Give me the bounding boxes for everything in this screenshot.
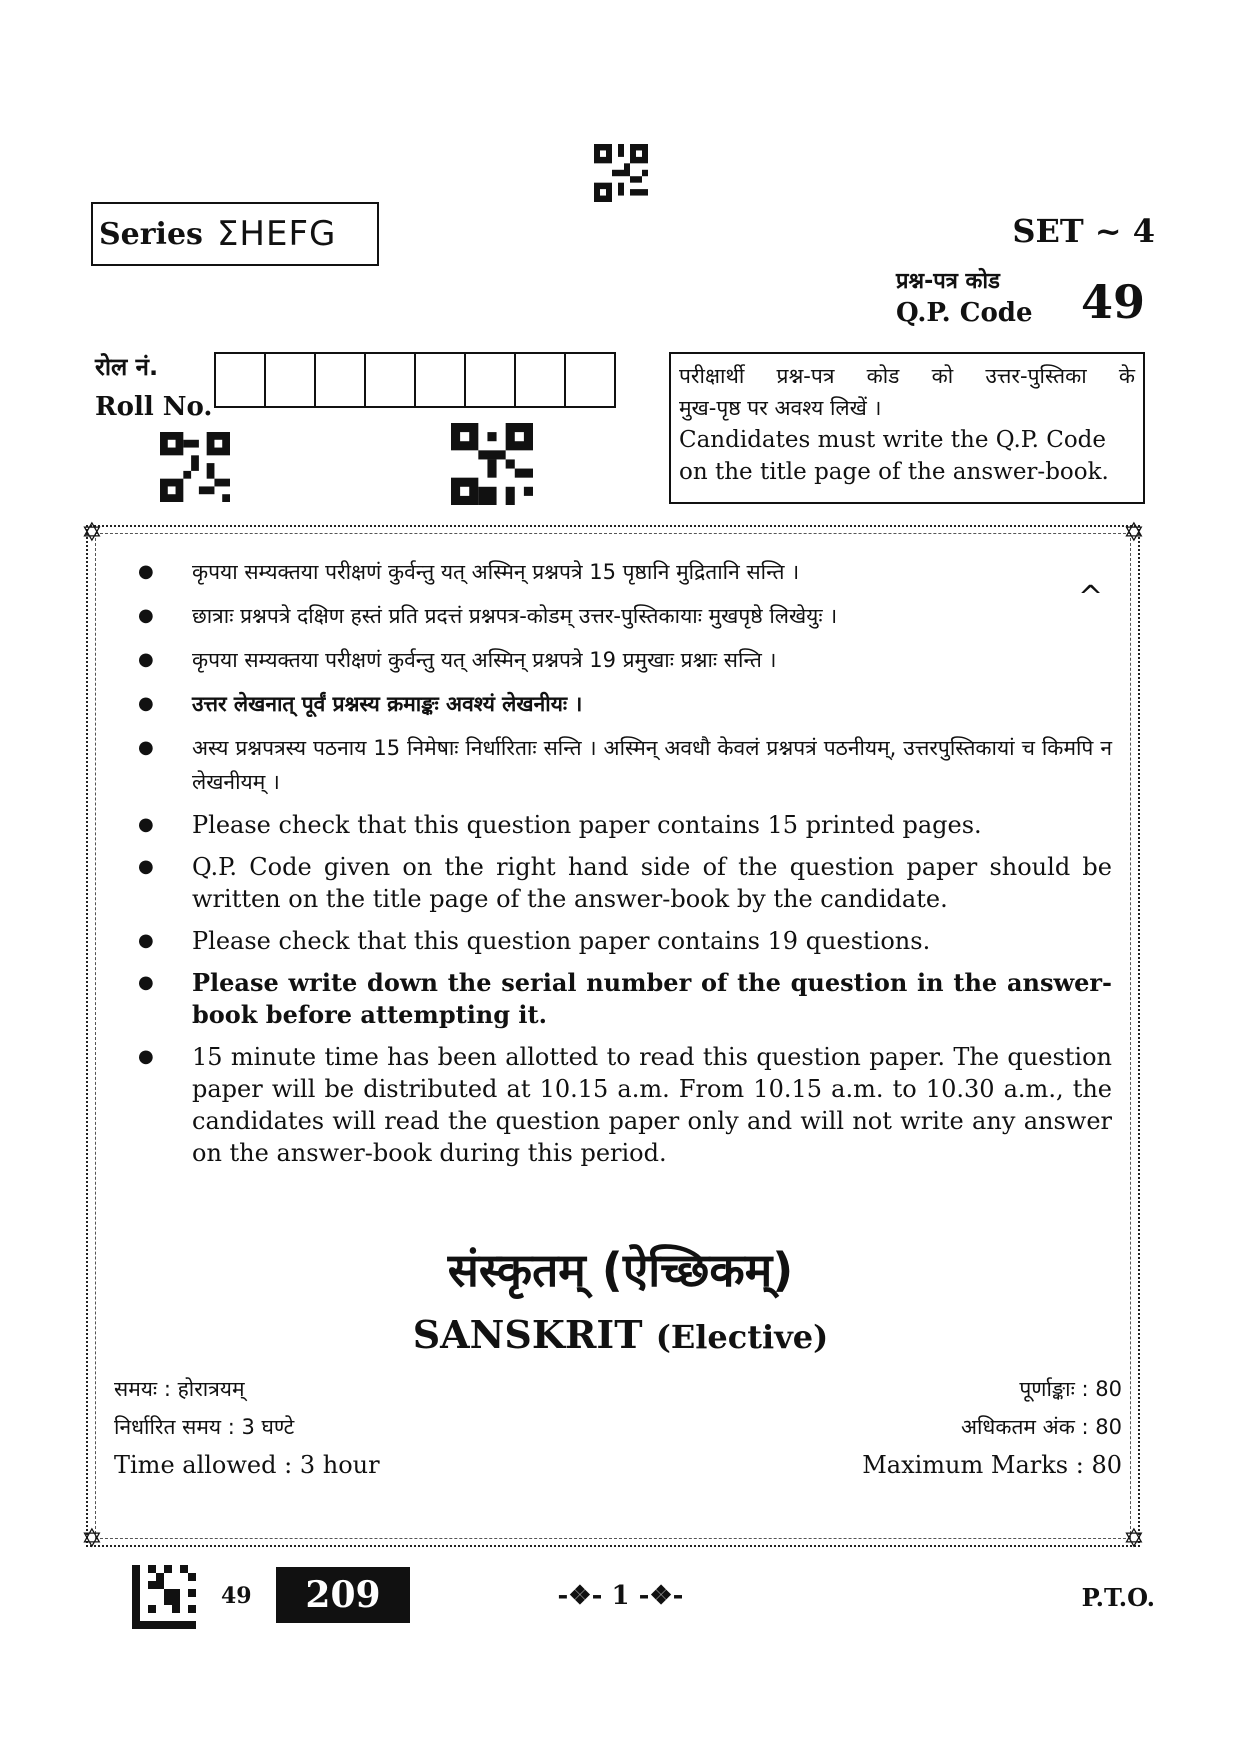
qp-code-notice-box xyxy=(669,352,1145,504)
marks-info xyxy=(862,1370,1122,1484)
instruction-item: ● Please check that this question paper contains 19 questions. xyxy=(132,925,1112,957)
instruction-item: ● 15 minute time has been allotted to read this question paper. The question paper will be distributed at 10.15 a.m. From 10.15 a.m. to 10.30 a.m., the candidates will read the question paper only and will not write any answer on the answer-book during this period. xyxy=(132,1041,1112,1169)
subject-title xyxy=(0,1312,1241,1357)
instruction-item: ● कृपया सम्यक्तया परीक्षणं कुर्वन्तु यत् अस्मिन् प्रश्नपत्रे 15 पृष्ठानि मुद्रितानि सन्ति । xyxy=(132,555,1112,589)
roll-box[interactable] xyxy=(564,352,616,408)
marks-hindi-2: अधिकतम अंक : 80 xyxy=(960,1415,1122,1439)
qp-code-value: 49 xyxy=(1081,275,1146,329)
notice-hindi-line-2: मुख-पृष्ठ पर अवश्य लिखें । xyxy=(679,396,882,420)
instruction-item: ● Please write down the serial number of the question in the answer-book before attempting it. xyxy=(132,967,1112,1031)
instruction-item: ● छात्राः प्रश्नपत्रे दक्षिण हस्तं प्रति प्रदत्तं प्रश्नपत्र-कोडम् उत्तर-पुस्तिकायाः मुखपृष्ठे लिखेयुः । xyxy=(132,599,1112,633)
subject-title-subtitle: (Elective) xyxy=(655,1318,829,1356)
roll-box[interactable] xyxy=(514,352,566,408)
caret-mark: ^ xyxy=(1078,580,1104,615)
star-ornament-icon: ✡ xyxy=(81,518,103,548)
page-number: -❖- 1 -❖- xyxy=(557,1581,684,1611)
paper-code-badge: 209 xyxy=(276,1567,410,1623)
notice-hindi-line-1: परीक्षार्थी प्रश्न-पत्र कोड को उत्तर-पुस्तिका के xyxy=(679,364,1135,388)
qp-code-label: Q.P. Code xyxy=(896,298,1033,328)
star-ornament-icon: ✡ xyxy=(81,1524,103,1554)
instruction-item: ● Q.P. Code given on the right hand side of the question paper should be written on the title page of the answer-book by the candidate. xyxy=(132,851,1112,915)
roll-box[interactable] xyxy=(464,352,516,408)
qr-code-left xyxy=(160,432,230,502)
roll-box[interactable] xyxy=(314,352,366,408)
series-box xyxy=(91,202,379,266)
roll-box[interactable] xyxy=(214,352,266,408)
time-hindi: समयः : होरात्रयम् xyxy=(114,1377,245,1401)
qr-code-center xyxy=(451,423,533,505)
subject-title-hindi: संस्कृतम् (ऐच्छिकम्) xyxy=(447,1243,794,1297)
qr-code-top xyxy=(594,144,648,202)
maximum-marks: Maximum Marks : 80 xyxy=(862,1451,1122,1479)
instruction-item: ● अस्य प्रश्नपत्रस्य पठनाय 15 निमेषाः निर्धारिताः सन्ति । अस्मिन् अवधौ केवलं प्रश्नपत्रं पठनीयम्, उत्तरपुस्तिकायां च किमपि न लेखनीयम् । xyxy=(132,731,1112,799)
marks-hindi: पूर्णाङ्काः : 80 xyxy=(1019,1377,1122,1401)
instructions-list xyxy=(132,555,1112,1179)
instruction-item: ● Please check that this question paper contains 15 printed pages. xyxy=(132,809,1112,841)
subject-title-english: SANSKRIT xyxy=(412,1312,643,1357)
star-ornament-icon: ✡ xyxy=(1123,518,1145,548)
roll-label: Roll No. xyxy=(95,392,213,422)
qp-code-label-hindi: प्रश्न-पत्र कोड xyxy=(896,269,1000,294)
series-code: ΣHEFG xyxy=(216,214,337,254)
roll-label-hindi: रोल नं. xyxy=(95,353,159,381)
time-allowed: Time allowed : 3 hour xyxy=(114,1451,380,1479)
roll-number-boxes[interactable] xyxy=(216,352,616,408)
roll-box[interactable] xyxy=(364,352,416,408)
footer-code: 49 xyxy=(221,1583,252,1609)
set-label: SET ~ 4 xyxy=(1012,212,1155,250)
notice-english-line-1: Candidates must write the Q.P. Code xyxy=(679,427,1107,453)
instruction-item: ● कृपया सम्यक्तया परीक्षणं कुर्वन्तु यत् अस्मिन् प्रश्नपत्रे 19 प्रमुखाः प्रश्नाः सन्ति । xyxy=(132,643,1112,677)
pto-label: P.T.O. xyxy=(1081,1583,1155,1612)
time-info xyxy=(114,1370,380,1484)
series-label: Series xyxy=(99,216,203,252)
star-ornament-icon: ✡ xyxy=(1123,1524,1145,1554)
roll-box[interactable] xyxy=(264,352,316,408)
roll-box[interactable] xyxy=(414,352,466,408)
notice-english-line-2: on the title page of the answer-book. xyxy=(679,459,1109,485)
instruction-item: ● उत्तर लेखनात् पूर्वं प्रश्नस्य क्रमाङ्कः अवश्यं लेखनीयः । xyxy=(132,687,1112,721)
time-hindi-2: निर्धारित समय : 3 घण्टे xyxy=(114,1415,295,1439)
